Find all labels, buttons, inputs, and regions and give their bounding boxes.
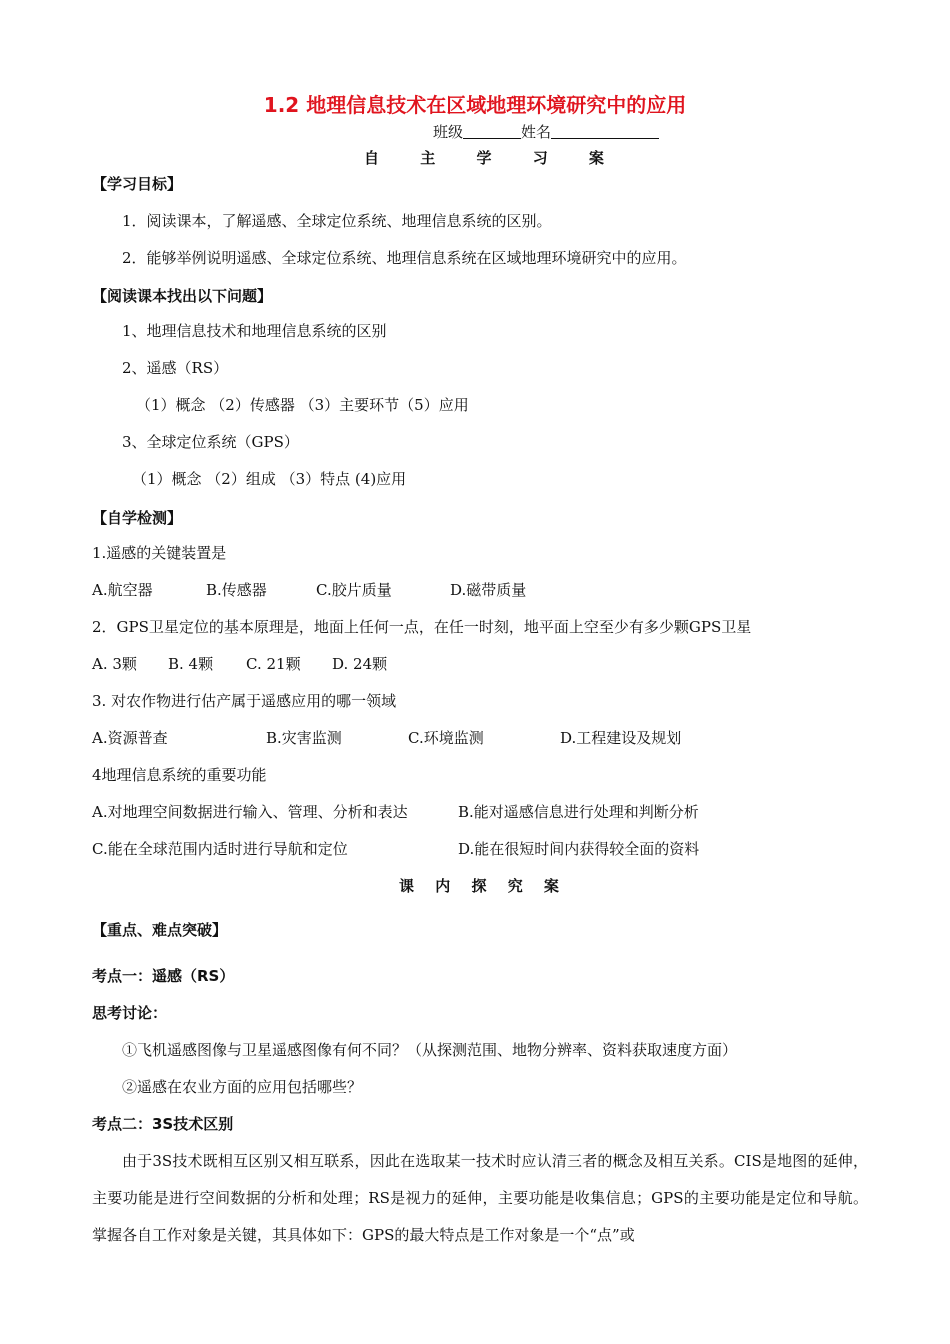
name-label: 姓名 bbox=[521, 123, 552, 141]
section-heading-self-study: 自 主 学 习 案 bbox=[364, 149, 622, 167]
question-options bbox=[92, 802, 868, 822]
goals-heading: 【学习目标】 bbox=[92, 175, 183, 193]
question-stem: 3. 对农作物进行估产属于遥感应用的哪一领域 bbox=[92, 692, 397, 710]
point2-heading: 考点二：3S技术区别 bbox=[92, 1115, 234, 1133]
option-b: B.传感器 bbox=[206, 581, 267, 599]
option-c: C.胶片质量 bbox=[316, 581, 392, 599]
question-stem: 2．GPS卫星定位的基本原理是，地面上任何一点，在任一时刻，地平面上空至少有多少颗GPS卫星 bbox=[92, 618, 752, 636]
name-blank bbox=[551, 122, 659, 139]
option-b: B.能对遥感信息进行处理和判断分析 bbox=[458, 803, 699, 821]
reading-item: （1）概念 （2）组成 （3）特点 (4)应用 bbox=[132, 470, 407, 488]
option-a: A. 3颗 bbox=[92, 655, 137, 673]
option-d: D. 24颗 bbox=[332, 655, 388, 673]
option-a: A.航空器 bbox=[92, 581, 153, 599]
question-options bbox=[92, 839, 868, 859]
breakthrough-heading: 【重点、难点突破】 bbox=[92, 921, 228, 939]
option-a: A.资源普查 bbox=[92, 729, 168, 747]
selftest-heading: 【自学检测】 bbox=[92, 509, 183, 527]
document-title: 1.2 地理信息技术在区域地理环境研究中的应用 bbox=[263, 93, 687, 117]
question-options bbox=[92, 580, 868, 600]
explanation-paragraph: 由于3S技术既相互区别又相互联系，因此在选取某一技术时应认清三者的概念及相互关系。CIS是地图的延伸，主要功能是进行空间数据的分析和处理；RS是视力的延伸，主要功能是收集信息；GPS的主要功能是定位和导航。 掌握各自工作对象是关键，其具体如下：GPS的最大特点是工作对象是一个“点”或 bbox=[92, 1152, 868, 1244]
class-blank bbox=[463, 122, 521, 139]
option-c: C.能在全球范围内适时进行导航和定位 bbox=[92, 840, 348, 858]
reading-item: 2、遥感（RS） bbox=[122, 359, 229, 377]
discussion-item: ②遥感在农业方面的应用包括哪些？ bbox=[122, 1078, 363, 1096]
option-c: C.环境监测 bbox=[408, 729, 484, 747]
question-stem: 4地理信息系统的重要功能 bbox=[92, 766, 267, 784]
option-c: C. 21颗 bbox=[246, 655, 301, 673]
reading-item: 1、地理信息技术和地理信息系统的区别 bbox=[122, 322, 387, 340]
option-d: D.磁带质量 bbox=[450, 581, 527, 599]
goal-item: 2．能够举例说明遥感、全球定位系统、地理信息系统在区域地理环境研究中的应用。 bbox=[122, 249, 687, 267]
discussion-item: ①飞机遥感图像与卫星遥感图像有何不同？（从探测范围、地物分辨率、资料获取速度方面） bbox=[122, 1041, 738, 1059]
question-options bbox=[92, 728, 868, 748]
option-b: B.灾害监测 bbox=[266, 729, 342, 747]
option-d: D.工程建设及规划 bbox=[560, 729, 682, 747]
question-stem: 1.遥感的关键装置是 bbox=[92, 544, 227, 562]
option-b: B. 4颗 bbox=[168, 655, 214, 673]
point1-heading: 考点一：遥感（RS） bbox=[92, 967, 235, 985]
option-d: D.能在很短时间内获得较全面的资料 bbox=[458, 840, 700, 858]
student-info-line bbox=[433, 122, 659, 142]
reading-item: （1）概念 （2）传感器 （3）主要环节（5）应用 bbox=[136, 396, 469, 414]
class-label: 班级 bbox=[433, 123, 464, 141]
section-heading-in-class: 课 内 探 究 案 bbox=[399, 877, 567, 895]
question-options bbox=[92, 654, 868, 674]
discussion-heading: 思考讨论： bbox=[92, 1004, 168, 1022]
reading-heading: 【阅读课本找出以下问题】 bbox=[92, 287, 273, 305]
goal-item: 1．阅读课本，了解遥感、全球定位系统、地理信息系统的区别。 bbox=[122, 212, 552, 230]
option-a: A.对地理空间数据进行输入、管理、分析和表达 bbox=[92, 803, 408, 821]
reading-item: 3、全球定位系统（GPS） bbox=[122, 433, 299, 451]
